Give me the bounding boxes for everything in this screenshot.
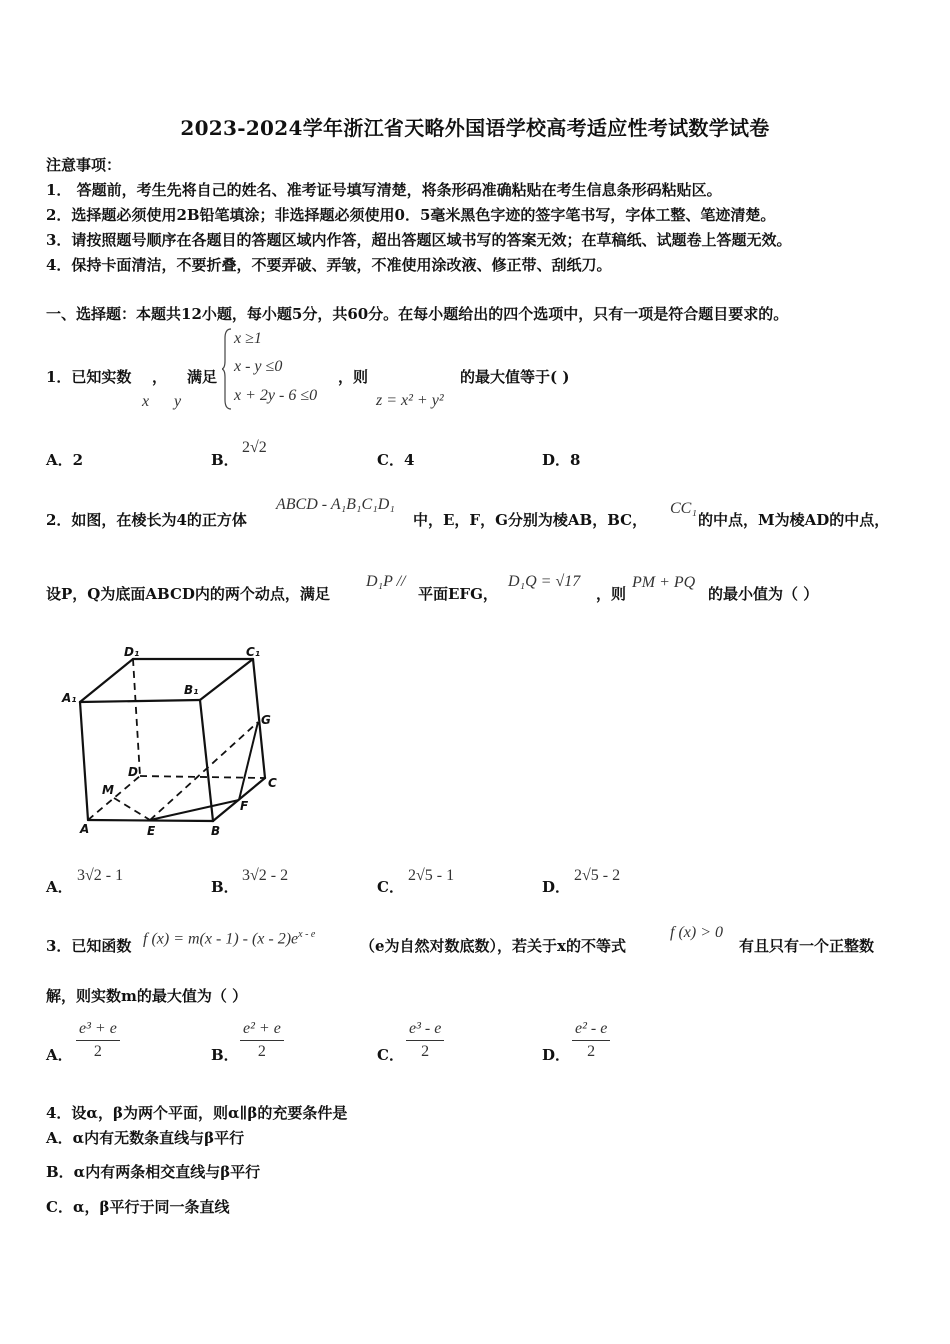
q2-line2-c: ，则 [596,585,627,603]
q1-option-b-value: 2√2 [242,439,267,456]
q3-option-c-frac: $\frac{\text{e³ - e}}{2}$ [406,1020,444,1061]
q1-option-b-label: B． [211,451,239,469]
q2-option-c-label: C． [377,878,404,896]
label-b: B [211,824,221,838]
q3-option-c-label: C． [377,1046,404,1064]
q2-option-c-value: 2√5 - 1 [408,867,455,884]
q2-line2-a: 设P，Q为底面ABCD内的两个动点，满足 [46,585,330,603]
q1-comma: ， [152,368,168,386]
q1-brace [222,328,232,410]
q2-cube-name: ABCD - A₁B₁C₁D₁ [276,496,395,513]
label-a1: A₁ [62,691,77,705]
q3-option-d-label: D． [542,1046,571,1064]
q3-option-b-frac: $\frac{\text{e² + e}}{2}$ [240,1020,284,1061]
q4-option-c: C．α，β平行于同一条直线 [46,1198,230,1216]
notice-item-2: 2．选择题必须使用2B铅笔填涂；非选择题必须使用0．5毫米黑色字迹的签字笔书写，字体工整、笔迹清楚。 [46,206,776,224]
label-e: E [147,824,156,838]
q4-stem: 4．设α，β为两个平面，则α∥β的充要条件是 [46,1104,348,1122]
label-c: C [268,776,277,790]
q1-target: z = x² + y² [376,392,444,409]
notice-item-1: 1． 答题前，考生先将自己的姓名、准考证号填写清楚，将条形码准确粘贴在考生信息条形码粘贴区。 [46,181,722,199]
q1-var-y: y [174,393,182,410]
q2-cc1: CC₁ [670,500,697,517]
q3-ineq: f (x) > 0 [670,924,723,941]
q2-cond-b: D₁Q = √17 [508,573,581,590]
q4-option-b: B．α内有两条相交直线与β平行 [46,1163,261,1181]
q1-option-a: A．2 [46,451,84,469]
q1-cond-2: x - y ≤0 [234,358,283,375]
q1-cond-3: x + 2y - 6 ≤0 [234,387,318,404]
cube-figure [58,640,288,840]
notice-heading: 注意事项： [46,156,122,174]
q3-func-exponent: x - e [298,929,316,940]
label-d: D [128,765,138,779]
q2-option-d-label: D． [542,878,571,896]
q3-line1-a: 3．已知函数 [46,937,132,955]
q2-option-a-value: 3√2 - 1 [77,867,124,884]
page-title: 2023-2024学年浙江省天略外国语学校高考适应性考试数学试卷 [180,116,770,140]
q3-line2: 解，则实数m的最大值为（ ） [46,987,248,1005]
q2-option-b-value: 3√2 - 2 [242,867,289,884]
q1-suffix: 的最大值等于( ) [460,368,570,386]
q3-line1-b: （e为自然对数底数），若关于x的不等式 [360,937,626,955]
label-g: G [261,713,271,727]
q1-cond-1: x ≥1 [234,330,262,347]
q3-option-b-label: B． [211,1046,239,1064]
q3-option-a-label: A． [46,1046,73,1064]
label-a: A [80,822,90,836]
q1-mid: 满足 [187,368,218,386]
q1-option-d: D．8 [542,451,581,469]
section-heading: 一、选择题：本题共12小题，每小题5分，共60分。在每小题给出的四个选项中，只有一项是符合题目要求的。 [46,305,789,323]
label-d1: D₁ [124,645,140,659]
q1-prefix: 1．已知实数 [46,368,132,386]
notice-item-4: 4．保持卡面清洁，不要折叠，不要弄破、弄皱，不准使用涂改液、修正带、刮纸刀。 [46,256,612,274]
label-f: F [240,799,249,813]
q2-line2-b: 平面EFG， [418,585,498,603]
q3-line1-c: 有且只有一个正整数 [739,937,875,955]
label-c1: C₁ [246,645,261,659]
q1-then: ，则 [338,368,369,386]
q2-line1-a: 2．如图，在棱长为4的正方体 [46,511,247,529]
q3-option-d-frac: $\frac{\text{e² - e}}{2}$ [572,1020,610,1061]
q2-option-a-label: A． [46,878,73,896]
q2-line2-d: 的最小值为（ ） [708,585,819,603]
q2-cond-a: D₁P // [366,573,406,590]
q3-func: f $(x) = m(x - 1) - (x - 2)e^{x - e}$ [143,929,316,948]
q1-option-c: C．4 [377,451,415,469]
q1-var-x: x [142,393,150,410]
q4-option-a: A．α内有无数条直线与β平行 [46,1129,245,1147]
q2-expr: PM + PQ [632,574,696,591]
q2-line1-b: 中，E，F，G分别为棱AB，BC， [413,511,648,529]
q2-option-d-value: 2√5 - 2 [574,867,621,884]
label-b1: B₁ [184,683,199,697]
q2-option-b-label: B． [211,878,239,896]
q2-line1-c: 的中点，M为棱AD的中点， [698,511,890,529]
notice-item-3: 3．请按照题号顺序在各题目的答题区域内作答，超出答题区域书写的答案无效；在草稿纸、试题卷上答题无效。 [46,231,792,249]
q3-option-a-frac: $\frac{\text{e³ + e}}{2}$ [76,1020,120,1061]
label-m: M [102,783,114,797]
